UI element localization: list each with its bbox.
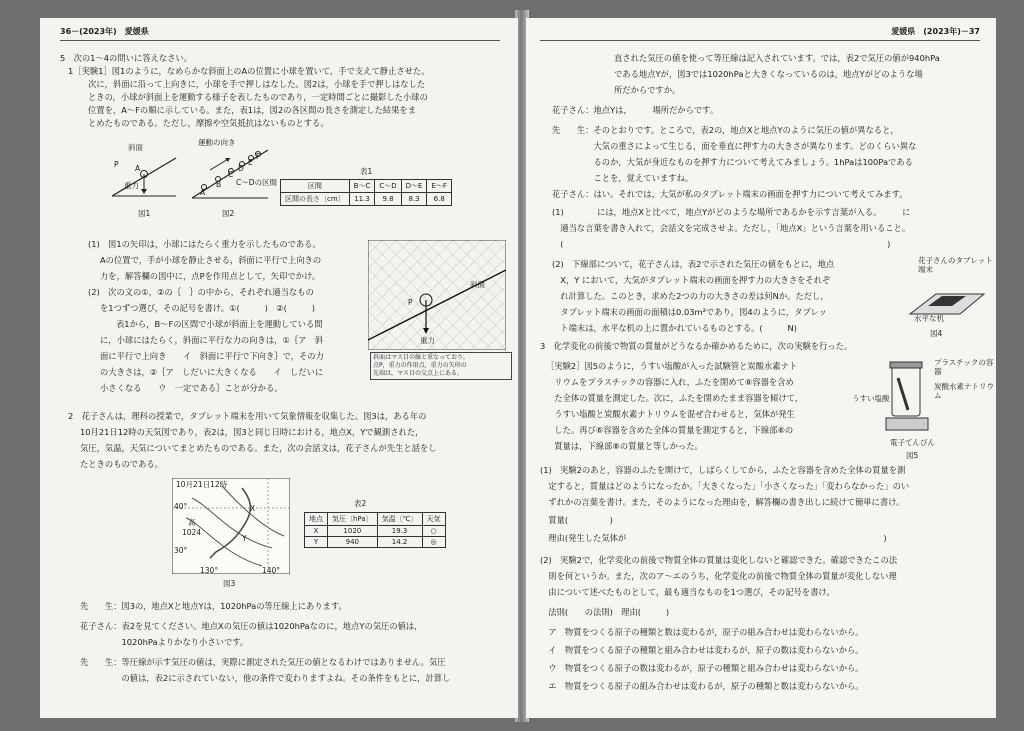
- table1-cell: C～D: [375, 180, 401, 193]
- answer-grid-figure: [368, 240, 506, 350]
- text-line: うすい塩酸と炭酸水素ナトリウムを混ぜ合わせると，気体が発生: [546, 409, 795, 419]
- text-line: した。再び⑥容器を含めた全体の質量を測定すると，下線部⑥の: [546, 425, 794, 435]
- text-line: (2) 実験2で，化学変化の前後で物質全体の質量は変化しないと確認できた。確認できたこの法: [540, 555, 898, 565]
- problem-heading: 5 次の1～4の問いに答えなさい。: [60, 53, 192, 63]
- question-line: 面に平行で上向き イ 斜面に平行で下向き｝で，その力: [100, 351, 324, 361]
- answer-blank[interactable]: 理由(発生した気体が ): [540, 533, 887, 543]
- text-line: 位置を，A～Fの順に示している。また，表1は，図2の各区間の長さを測定した結果をま: [88, 105, 416, 115]
- table2-row: [305, 526, 446, 537]
- left-header: 36－(2023年) 愛媛県: [60, 27, 149, 36]
- table2-cell: 1020: [328, 526, 378, 537]
- text-line: 3 化学変化の前後で物質の質量がどうなるか確かめるために，次の実験を行った。: [540, 341, 853, 351]
- fig2-point-label: C: [228, 170, 234, 179]
- fig5-scale: 電子てんびん: [890, 438, 935, 447]
- text-line: タブレット端末の画面の面積は0.03m²であり，図4のように，タブレッ: [552, 307, 827, 317]
- fig2-point-label: A: [200, 188, 206, 197]
- table2-cell: 14.2: [377, 537, 422, 548]
- question-line: 力を，解答欄の図中に，点Pを作用点として，矢印でかけ。: [100, 271, 321, 281]
- choice-i: イ 物質をつくる原子の種類と組み合わせは変わるが，原子の数は変わらないから。: [540, 645, 864, 655]
- fig2-point-label: B: [216, 180, 222, 189]
- grid-slope-label: 斜面: [470, 280, 485, 289]
- text-line: リウムをプラスチックの容器に入れ，ふたを閉めて⑧容器を含め: [546, 377, 794, 387]
- fig2-motion-label: 運動の向き: [198, 138, 236, 147]
- text-line: X，Y において，大気がタブレット端末の画面を押す力の大きさをそれぞ: [552, 275, 831, 285]
- question-line: Aの位置で，手が小球を静止させる，斜面に平行で上向きの: [100, 255, 322, 265]
- text-line: 則を何というか。また，次のア～エのうち，化学変化の前後で物質全体の質量が変化しない理: [540, 571, 897, 581]
- table1-data-row: [281, 193, 452, 206]
- fig5-soda: 炭酸水素ナトリウム: [934, 382, 994, 400]
- question-line: 小さくなる ウ 一定である｝ことが分かる。: [100, 383, 283, 393]
- q2-line: たときのものである。: [80, 459, 163, 469]
- text-line: 直された気圧の値を使って等圧線は記入されています。では，表2で気圧の値が940hPa: [614, 53, 940, 63]
- dialogue-line: 先 生：図3の，地点Xと地点Yは，1020hPaの等圧線上にあります。: [80, 601, 347, 611]
- text-line: 花子さん：はい。それでは，大気が私のタブレット端末の画面を押す力について考えてみます。: [552, 189, 908, 199]
- fig3-point-x: X: [250, 504, 256, 513]
- table-2: [304, 512, 446, 548]
- fig3-lat-30: 30°: [174, 546, 188, 555]
- fig3-point-y: Y: [242, 534, 247, 543]
- table2-cell: 19.3: [377, 526, 422, 537]
- text-line: 由について述べたものとして，最も適当なものを1つ選び，その記号を書け。: [540, 587, 835, 597]
- fig5-caption: 図5: [906, 451, 919, 460]
- fig4-caption: 図4: [930, 329, 943, 338]
- table1-cell: E～F: [427, 180, 451, 193]
- table2-cell: 気圧〔hPa〕: [328, 513, 378, 526]
- left-page: [40, 18, 518, 718]
- text-line: 所だからですか。: [614, 85, 681, 95]
- table1-cell: 区間: [281, 180, 350, 193]
- fig1-point-p: P: [114, 160, 119, 169]
- fig3-pressure: 1024: [182, 528, 202, 537]
- fig2-point-label: F: [256, 152, 261, 161]
- text-line: 定すると，質量はどのようになったか。「大きくなった」「小さくなった」「変わらなかった」のい: [540, 481, 910, 491]
- header-rule: [60, 40, 500, 41]
- text-line: た全体の質量を測定した。次に，ふたを閉めたまま容器を傾けて，: [546, 393, 804, 403]
- table2-title: 表2: [354, 499, 367, 508]
- choice-a: ア 物質をつくる原子の種類と数は変わるが，原子の組み合わせは変わらないから。: [540, 627, 864, 637]
- table1-title: 表1: [360, 167, 373, 176]
- q2-line: 2 花子さんは，理科の授業で，タブレット端末を用いて気象情報を収集した。図3は，ある年の: [68, 411, 427, 421]
- text-line: 花子さん：地点Yは， 場所だからです。: [552, 105, 719, 115]
- fig3-lon-140: 140°: [262, 566, 281, 575]
- grid-note: 斜面はマス目の線と重なっており，: [373, 354, 470, 361]
- text-line: とめたものである。ただし，摩擦や空気抵抗はないものとする。: [88, 118, 329, 128]
- table2-cell: 地点: [305, 513, 328, 526]
- table-1: [280, 179, 452, 206]
- dialogue-line: 1020hPaよりかなり小さいです。: [80, 637, 249, 647]
- text-line: ト端末は，水平な机の上に置かれているものとする。( N): [552, 323, 797, 333]
- fig2-caption: 図2: [222, 209, 235, 218]
- text-line: ずれかの言葉を書け。また，そのようになった理由を，解答欄の書き出しに続けて簡単に書け。: [540, 497, 905, 507]
- grid-gravity-label: 重力: [420, 336, 435, 345]
- table2-cell: ○: [422, 526, 445, 537]
- table1-header-row: [281, 180, 452, 193]
- fig1-slope-label: 斜面: [128, 143, 143, 152]
- text-line: 1［実験1］図1のように，なめらかな斜面上のAの位置に小球を置いて，手で支えて静止させた。: [68, 66, 430, 76]
- fig2-section-label: C～Dの区間: [236, 178, 278, 187]
- text-line: ことを，覚えていますね。: [552, 173, 694, 183]
- table1-cell: 9.8: [375, 193, 401, 206]
- dialogue-line: の値は，表2に示されていない，他の条件で変わりますよね。その条件をもとに，計算し: [80, 673, 451, 683]
- text-line: れ計算した。このとき，求めた2つの力の大きさの差は何Nか。ただし，: [552, 291, 829, 301]
- header-rule: [540, 40, 980, 41]
- text-line: 次に，斜面に沿って上向きに，小球を手で押しはなした。図2は，小球を手で押しはなした: [88, 79, 426, 89]
- table1-cell: 8.3: [401, 193, 427, 206]
- fig3-caption: 図3: [223, 579, 236, 588]
- table2-cell: 940: [328, 537, 378, 548]
- fig5-container: プラスチックの容器: [934, 358, 994, 376]
- choice-u: ウ 物質をつくる原子の数は変わるが，原子の種類と組み合わせは変わらないから。: [540, 663, 864, 673]
- right-page: [526, 18, 996, 718]
- fig3-lat-40: 40°: [174, 502, 188, 511]
- q2-line: 気圧，気温，天気についてまとめたものである。また，次の会話文は，花子さんが先生と話をし: [80, 443, 437, 453]
- fig3-date: 10月21日12時: [176, 480, 228, 489]
- table2-cell: ◎: [422, 537, 445, 548]
- fig2-point-label: D: [238, 164, 244, 173]
- table2-cell: X: [305, 526, 328, 537]
- grid-point-p: P: [408, 298, 413, 307]
- fig2-point-label: E: [248, 158, 253, 167]
- question-line: の大きさは，②｛ア しだいに大きくなる イ しだいに: [100, 367, 324, 377]
- text-line: である地点Yが，図3では1020hPaと大きくなっているのは，地点Yがどのような場: [614, 69, 923, 79]
- fig3-high: 高: [188, 518, 196, 527]
- fig1-caption: 図1: [138, 209, 151, 218]
- text-line: 質量は，下線部⑧の質量と等しかった。: [546, 441, 703, 451]
- dialogue-line: 花子さん：表2を見てください。地点Xの気圧の値は1020hPaなのに，地点Yの気圧の値は，: [80, 621, 423, 631]
- text-line: ときの，小球が斜面上を運動する様子を表したものであり，一定時間ごとに撮影した小球の: [88, 92, 428, 102]
- table1-cell: B～C: [349, 180, 375, 193]
- table1-cell: D～E: [401, 180, 427, 193]
- grid-note-box: [370, 352, 512, 380]
- fig4-label: 花子さんのタブレット端末: [918, 256, 993, 274]
- text-line: 適当な言葉を書き入れて，会話文を完成させよ。ただし，「地点X」という言葉を用いること。: [552, 223, 911, 233]
- answer-blank[interactable]: 質量( ): [540, 515, 613, 525]
- question-line: (1) 図1の矢印は，小球にはたらく重力を示したものである。: [88, 239, 321, 249]
- table2-header-row: [305, 513, 446, 526]
- question-line: 表1から，B～Fの区間で小球が斜面上を運動している間: [116, 319, 323, 329]
- text-line: ［実験2］図5のように，うすい塩酸が入った試験管と炭酸水素ナト: [546, 361, 798, 371]
- choice-e: エ 物質をつくる原子の組み合わせは変わるが，原子の種類と数は変わらないから。: [540, 681, 864, 691]
- fig1-point-a: A: [135, 164, 141, 173]
- fig4-desk: 水平な机: [914, 314, 944, 323]
- question-line: (2) 次の文の①，②の｛ ｝の中から，それぞれ適当なもの: [88, 287, 314, 297]
- fig3-lon-130: 130°: [200, 566, 219, 575]
- text-line: (1) 実験2のあと，容器のふたを開けて，しばらくしてから，ふたと容器を含めた全体の質量を測: [540, 465, 906, 475]
- answer-blank[interactable]: ( ): [552, 239, 891, 249]
- table2-cell: 気温〔℃〕: [377, 513, 422, 526]
- dialogue-line: 先 生：等圧線が示す気圧の値は，実際に測定された気圧の値となるわけではありません。気圧: [80, 657, 446, 667]
- right-header: 愛媛県 (2023年)－37: [891, 27, 980, 36]
- question-line: に，小球にはたらく，斜面に平行な力の向きは，①｛ア 斜: [100, 335, 323, 345]
- fig5-acid: うすい塩酸: [852, 394, 890, 403]
- q2-line: 10月21日12時の天気図であり，表2は，図3と同じ日時における，地点X，Yで観測された，: [80, 427, 424, 437]
- text-line: るのか，大気が身近なものを押す力について考えてみましょう。1hPaは100Paである: [552, 157, 913, 167]
- question-line: を1つずつ選び，その記号を書け。①( ) ②( ): [100, 303, 315, 313]
- table2-cell: Y: [305, 537, 328, 548]
- fig1-gravity-label: 重力: [124, 181, 139, 190]
- figure-1-slope: [110, 136, 180, 206]
- grid-note: 先端は，マス目の交点上にある。: [373, 370, 464, 377]
- table2-cell: 天気: [422, 513, 445, 526]
- text-line: 大気の重さによって生じる，面を垂直に押す力の大きさが異なります。どのくらい異な: [552, 141, 917, 151]
- table2-row: [305, 537, 446, 548]
- grid-note: 点P，重力の作用点，重力の矢印の: [373, 362, 467, 369]
- table1-cell: 区間の長さ〔cm〕: [281, 193, 350, 206]
- table1-cell: 6.8: [427, 193, 451, 206]
- text-line: (2) 下線部について，花子さんは，表2で示された気圧の値をもとに，地点: [552, 259, 835, 269]
- answer-blank[interactable]: 法則( の法則) 理由( ): [540, 607, 670, 617]
- table1-cell: 11.3: [349, 193, 375, 206]
- text-line: (1) には，地点Xと比べて，地点Yがどのような場所であるかを示す言葉が入る。 に: [552, 207, 911, 217]
- text-line: 先 生：そのとおりです。ところで，表2の，地点Xと地点Yのように気圧の値が異なると，: [552, 125, 899, 135]
